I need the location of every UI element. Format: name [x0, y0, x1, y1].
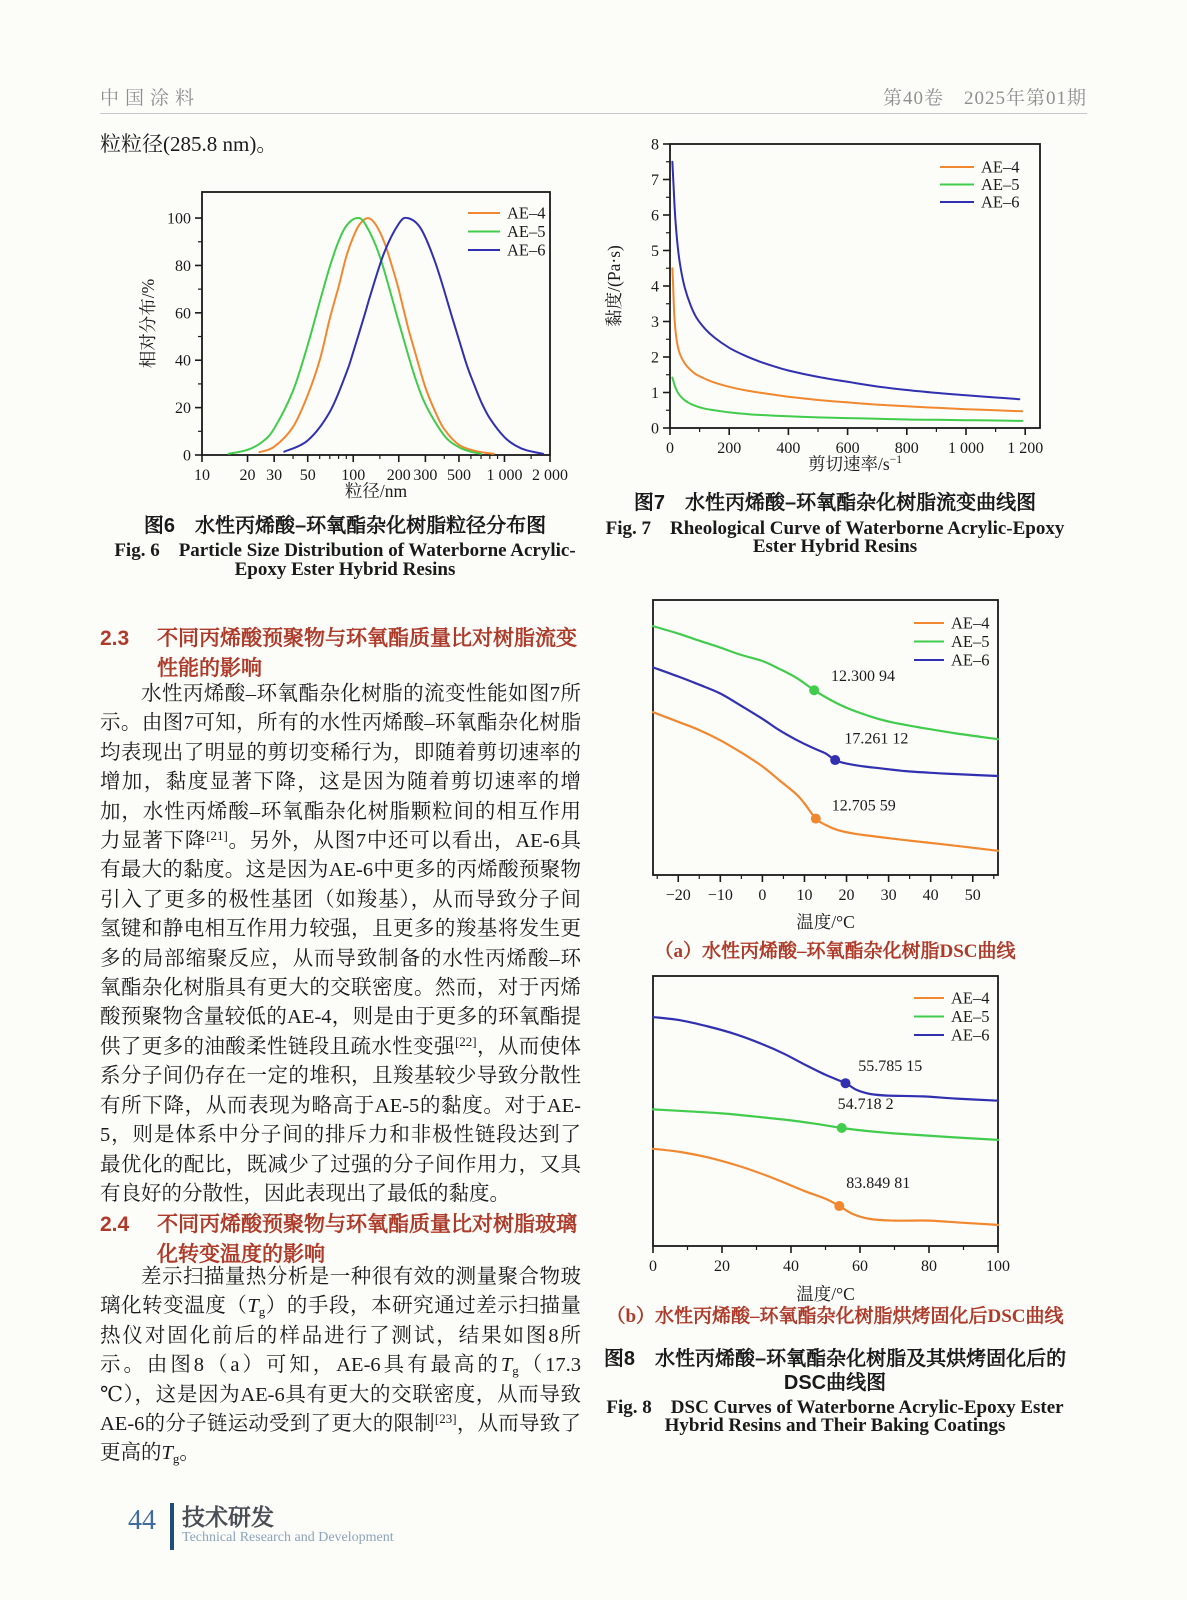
section-2-4-title: 不同丙烯酸预聚物与环氧酯质量比对树脂玻璃化转变温度的影响 [157, 1213, 577, 1266]
svg-text:AE–5: AE–5 [951, 632, 990, 651]
figure7-caption-zh: 图7 水性丙烯酸–环氧酯杂化树脂流变曲线图 [633, 492, 1037, 514]
header-divider [100, 113, 1087, 114]
svg-text:0: 0 [183, 447, 191, 465]
svg-text:20: 20 [239, 467, 256, 484]
svg-text:54.718 2: 54.718 2 [837, 1095, 894, 1113]
svg-text:400: 400 [776, 440, 801, 457]
svg-text:40: 40 [175, 352, 191, 370]
svg-text:50: 50 [964, 887, 981, 904]
svg-text:黏度/(Pa·s): 黏度/(Pa·s) [604, 245, 624, 327]
figure8a-caption: （a）水性丙烯酸–环氧酯杂化树脂DSC曲线 [654, 941, 1016, 962]
svg-text:AE–4: AE–4 [951, 988, 990, 1008]
svg-text:AE–4: AE–4 [507, 203, 546, 223]
svg-text:200: 200 [717, 440, 742, 457]
svg-text:温度/°C: 温度/°C [796, 912, 855, 932]
svg-text:0: 0 [758, 887, 767, 904]
svg-text:4: 4 [651, 278, 659, 296]
footer-column-zh: 技术研发 [182, 1504, 274, 1530]
svg-text:AE–6: AE–6 [507, 240, 546, 260]
figure6-caption-zh: 图6 水性丙烯酸–环氧酯杂化树脂粒径分布图 [143, 515, 547, 537]
svg-text:17.261 12: 17.261 12 [844, 730, 909, 748]
lead-sentence: 粒粒径(285.8 nm)。 [100, 132, 278, 156]
svg-text:0: 0 [666, 440, 674, 457]
figure8-caption-zh-line2: DSC曲线图 [783, 1372, 887, 1394]
figure8b-dsc-chart [636, 964, 1076, 1316]
svg-text:40: 40 [783, 1258, 799, 1275]
svg-text:AE–6: AE–6 [981, 192, 1020, 212]
section-2-3-heading [100, 624, 583, 684]
figure6-caption-en-line1: Fig. 6 Particle Size Distribution of Waterborne Acrylic- [114, 540, 576, 561]
svg-text:AE–5: AE–5 [981, 175, 1020, 194]
svg-text:8: 8 [651, 136, 659, 154]
svg-text:20: 20 [714, 1258, 730, 1275]
page-number: 44 [128, 1505, 156, 1536]
svg-text:300: 300 [413, 467, 438, 484]
figure8-caption-en-line1: Fig. 8 DSC Curves of Waterborne Acrylic-Epoxy Ester [606, 1397, 1064, 1418]
section-2-4-heading [100, 1210, 583, 1270]
figure8-caption-zh-line1: 图8 水性丙烯酸–环氧酯杂化树脂及其烘烤固化后的 [603, 1348, 1067, 1370]
svg-text:AE–4: AE–4 [981, 157, 1020, 177]
figure8a-dsc-chart [636, 588, 1076, 944]
svg-text:1 000: 1 000 [486, 467, 523, 484]
section-2-3-number: 2.3 [100, 627, 130, 650]
svg-text:相对分布/%: 相对分布/% [138, 278, 158, 369]
section-2-3-body: 水性丙烯酸–环氧酯杂化树脂的流变性能如图7所示。由图7可知，所有的水性丙烯酸–环氧酯杂化树脂均表现出了明显的剪切变稀行为，即随着剪切速率的增加，黏度显著下降，这是因为随着剪切速率的增加，水性丙烯酸–环氧酯杂化树脂颗粒间的相互作用力显著下降[21]。另外，从图7中还可以看出，AE-6具有最大的黏度。这是因为AE-6中更多的丙烯酸预聚物引入了更多的极性基团（如羧基），从而导致分子间氢键和静电相互作用力较强，且更多的羧基将发生更多的局部缩聚反应，从而导致制备的水性丙烯酸–环氧酯杂化树脂具有更大的交联密度。然而，对于丙烯酸预聚物含量较低的AE-4，则是由于更多的环氧酯提供了更多的油酸柔性链段且疏水性变强[22]，从而使体系分子间仍存在一定的堆积，且羧基较少导致分散性有所下降，从而表现为略高于AE-5的黏度。对于AE-5，则是体系中分子间的排斥力和非极性链段达到了最优化的配比，既减少了过强的分子间作用力，又具有良好的分散性，因此表现出了最低的黏度。 [100, 683, 582, 1205]
svg-text:12.300 94: 12.300 94 [830, 668, 895, 686]
svg-text:1: 1 [651, 385, 659, 402]
svg-text:AE–6: AE–6 [951, 650, 990, 670]
svg-text:40: 40 [922, 887, 939, 904]
section-2-4-body: 差示扫描量热分析是一种很有效的测量聚合物玻璃化转变温度$(T_g)$的手段，本研究通过差示扫描量热仪对固化前后的样品进行了测试，结果如图8所示。由图8（a）可知，AE-6具有最高的$T_g(17.3$ ℃），这是因为AE-6具有更大的交联密度，从而导致AE-6的分子链运动受到了更大的限制[23]，从而导致了更高的$T_g$。 [100, 1266, 582, 1467]
svg-text:3: 3 [651, 314, 659, 331]
svg-text:AE–6: AE–6 [951, 1025, 990, 1045]
footer-column-en: Technical Research and Development [182, 1530, 394, 1545]
svg-text:6: 6 [651, 207, 659, 225]
svg-text:粒径/nm: 粒径/nm [344, 481, 408, 501]
svg-text:2 000: 2 000 [532, 467, 568, 484]
figure7-rheology-chart [598, 126, 1068, 486]
svg-text:100: 100 [986, 1258, 1010, 1275]
svg-text:83.849 81: 83.849 81 [846, 1174, 911, 1192]
figure7-caption-en-line2: Ester Hybrid Resins [752, 536, 918, 557]
svg-text:80: 80 [921, 1258, 937, 1275]
svg-text:0: 0 [649, 1258, 657, 1275]
svg-text:500: 500 [446, 467, 471, 484]
svg-text:2: 2 [651, 349, 659, 367]
svg-text:AE–5: AE–5 [951, 1007, 990, 1026]
figure8b-caption: （b）水性丙烯酸–环氧酯杂化树脂烘烤固化后DSC曲线 [606, 1306, 1064, 1327]
svg-text:30: 30 [880, 887, 897, 904]
svg-text:100: 100 [341, 467, 366, 484]
svg-text:AE–5: AE–5 [507, 222, 546, 241]
svg-text:200: 200 [386, 467, 411, 484]
section-2-4-number: 2.4 [100, 1213, 130, 1236]
svg-text:温度/°C: 温度/°C [796, 1284, 855, 1304]
svg-text:10: 10 [796, 887, 813, 904]
svg-text:20: 20 [838, 887, 855, 904]
figure8-caption-en-line2: Hybrid Resins and Their Baking Coatings [664, 1415, 1006, 1436]
svg-text:12.705 59: 12.705 59 [831, 797, 896, 815]
svg-text:0: 0 [651, 420, 659, 438]
svg-text:60: 60 [852, 1258, 868, 1275]
svg-text:50: 50 [299, 467, 316, 484]
svg-text:20: 20 [175, 400, 191, 418]
svg-text:剪切速率/s−1: 剪切速率$/s^{-1}$ [808, 454, 902, 474]
svg-text:600: 600 [835, 440, 860, 457]
figure6-caption-en-line2: Epoxy Ester Hybrid Resins [234, 559, 456, 580]
journal-name: 中国涂料 [100, 88, 201, 109]
volume-issue: 第40卷 2025年第01期 [882, 88, 1087, 109]
svg-text:10: 10 [194, 467, 210, 484]
svg-text:30: 30 [266, 467, 283, 484]
svg-text:60: 60 [175, 305, 191, 323]
svg-text:80: 80 [175, 257, 191, 275]
section-2-3-title: 不同丙烯酸预聚物与环氧酯质量比对树脂流变性能的影响 [157, 627, 577, 680]
svg-text:AE–4: AE–4 [951, 613, 990, 633]
svg-text:−10: −10 [707, 887, 733, 904]
figure7-caption-en-line1: Fig. 7 Rheological Curve of Waterborne Acrylic-Epoxy [605, 518, 1065, 539]
svg-text:100: 100 [167, 210, 191, 228]
svg-text:−20: −20 [665, 887, 691, 904]
svg-text:800: 800 [894, 440, 919, 457]
svg-text:55.785 15: 55.785 15 [858, 1058, 923, 1076]
footer-divider-bar [170, 1503, 174, 1550]
svg-text:1 200: 1 200 [1007, 440, 1044, 457]
figure6-particle-size-chart [136, 172, 588, 512]
svg-text:1 000: 1 000 [948, 440, 984, 457]
svg-text:5: 5 [651, 243, 659, 260]
svg-text:7: 7 [651, 172, 659, 189]
